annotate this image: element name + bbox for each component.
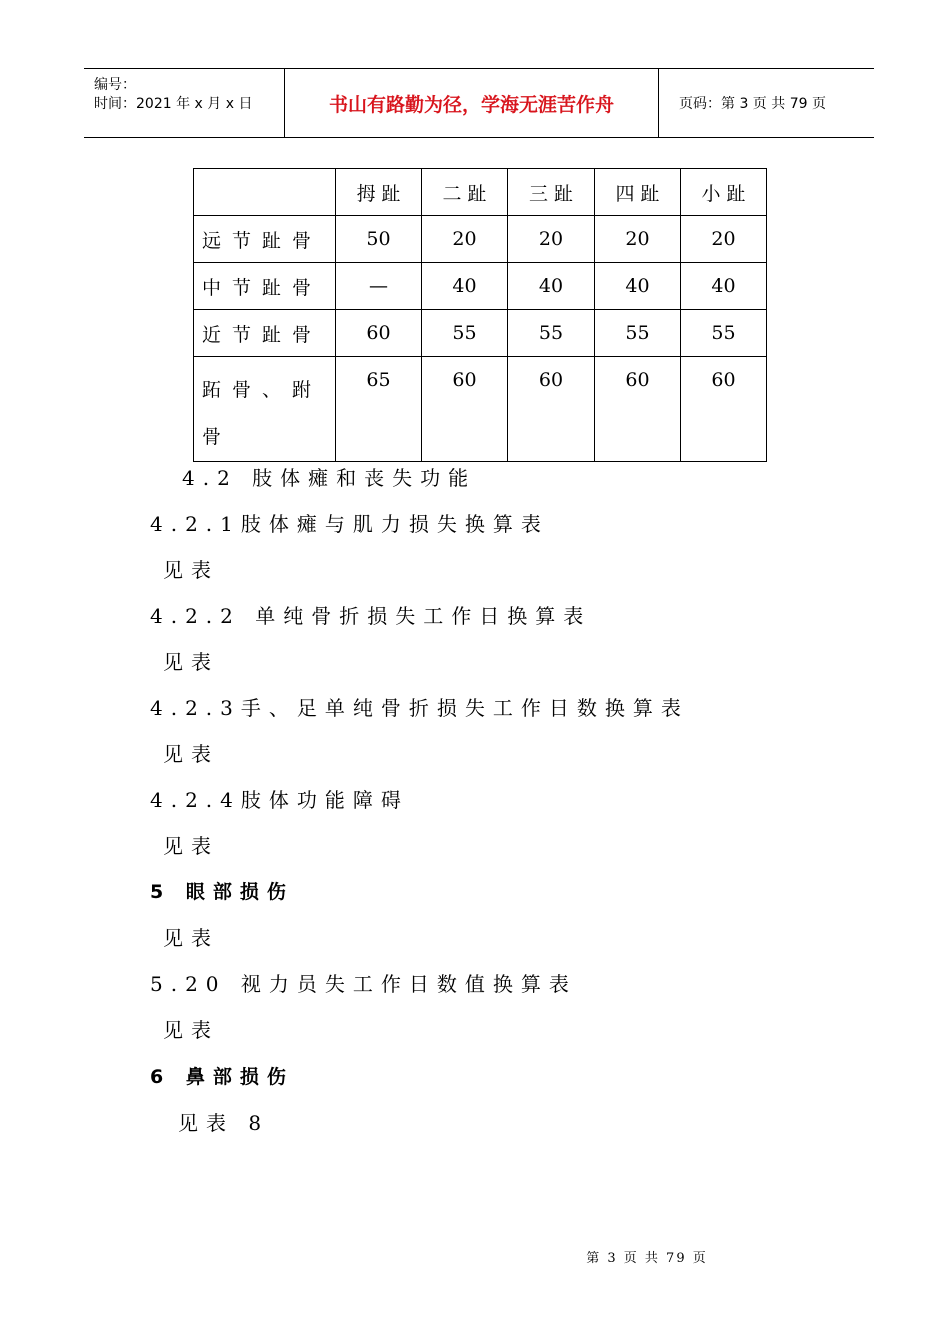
subsection-heading: 4.2.3手、足单纯骨折损失工作日数换算表: [150, 696, 689, 720]
table-cell: 20: [681, 216, 767, 263]
subsection-heading: 4.2.2 单纯骨折损失工作日换算表: [150, 604, 592, 628]
table-cell: 60: [508, 357, 595, 462]
table-cell: 20: [508, 216, 595, 263]
table-corner-cell: [194, 169, 336, 216]
see-table-text: 见表: [163, 742, 219, 766]
column-header: 拇 趾: [336, 169, 422, 216]
table-cell: 20: [595, 216, 681, 263]
column-header: 二 趾: [422, 169, 508, 216]
page-label-text: 页码：第 3 页 共 79 页: [679, 96, 826, 112]
table-cell: 50: [336, 216, 422, 263]
row-label: 中节趾骨: [194, 263, 336, 310]
row-label: 近节趾骨: [194, 310, 336, 357]
table-cell: 40: [422, 263, 508, 310]
see-table-text: 见表: [163, 650, 219, 674]
header-motto: 书山有路勤为径，学海无涯苦作舟: [285, 69, 659, 137]
table-cell: 55: [508, 310, 595, 357]
table-cell: 55: [681, 310, 767, 357]
section-heading: 6 鼻部损伤: [150, 1066, 294, 1088]
number-label: 编号：: [94, 77, 136, 93]
column-header: 四 趾: [595, 169, 681, 216]
see-table-text: 见表: [163, 926, 219, 950]
section-heading: 4.2 肢体瘫和丧失功能: [182, 466, 477, 490]
section-heading: 5 眼部损伤: [150, 881, 294, 903]
table-cell: 40: [508, 263, 595, 310]
footer-page-number: 第 3 页 共 79 页: [586, 1251, 708, 1266]
table-cell: —: [336, 263, 422, 310]
date-label: 时间：2021 年 x 月 x 日: [94, 96, 253, 112]
subsection-heading: 5.20 视力员失工作日数值换算表: [150, 972, 577, 996]
column-header: 三 趾: [508, 169, 595, 216]
header-page-label: [669, 69, 874, 137]
subsection-heading: 4.2.1肢体瘫与肌力损失换算表: [150, 512, 549, 536]
header-info-cell: [84, 69, 285, 137]
table-cell: 65: [336, 357, 422, 462]
table-row: [194, 216, 767, 263]
column-header: 小 趾: [681, 169, 767, 216]
table-cell: 20: [422, 216, 508, 263]
table-cell: 40: [681, 263, 767, 310]
see-table-text: 见表 8: [178, 1111, 270, 1135]
table-cell: 40: [595, 263, 681, 310]
see-table-text: 见表: [163, 558, 219, 582]
row-label: 跖骨、跗骨: [194, 357, 336, 462]
table-cell: 55: [422, 310, 508, 357]
table-cell: 60: [595, 357, 681, 462]
table-cell: 55: [595, 310, 681, 357]
table-header-row: [194, 169, 767, 216]
see-table-text: 见表: [163, 1018, 219, 1042]
table-cell: 60: [681, 357, 767, 462]
page-header: [84, 68, 874, 138]
table-row: [194, 310, 767, 357]
table-row: [194, 357, 767, 462]
row-label: 远节趾骨: [194, 216, 336, 263]
page-footer: [0, 1247, 950, 1266]
table-cell: 60: [422, 357, 508, 462]
subsection-heading: 4.2.4肢体功能障碍: [150, 788, 409, 812]
see-table-text: 见表: [163, 834, 219, 858]
table-row: [194, 263, 767, 310]
table-cell: 60: [336, 310, 422, 357]
toe-bone-table: [193, 168, 767, 462]
